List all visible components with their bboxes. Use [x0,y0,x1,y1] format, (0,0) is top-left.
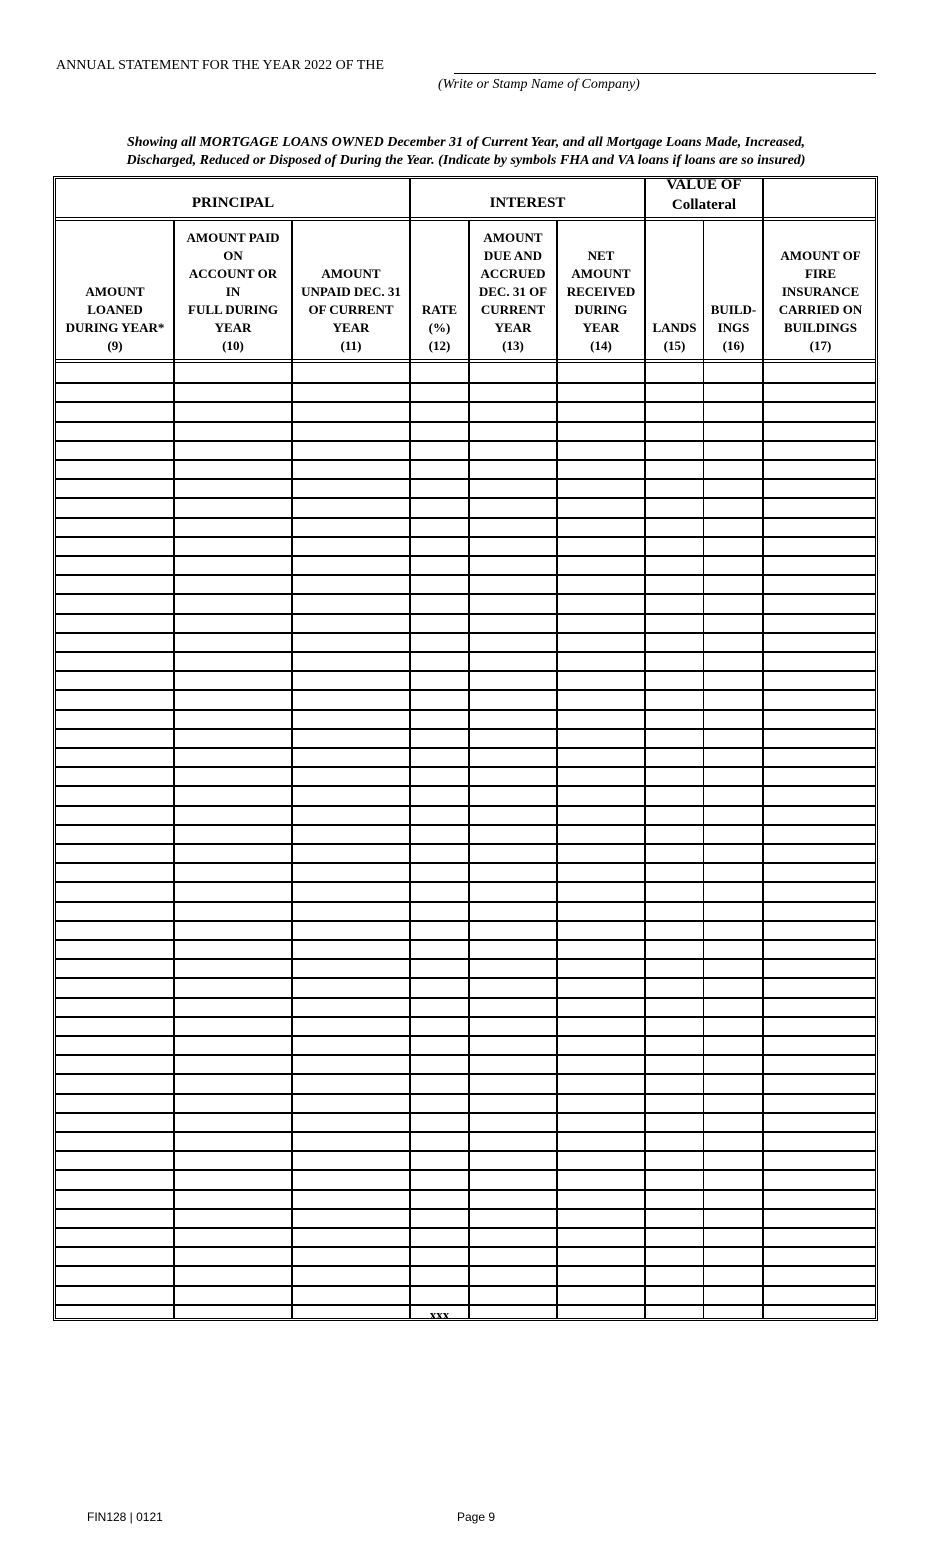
table-row[interactable] [56,536,878,555]
column-header-9-line: DURING YEAR* [65,320,165,335]
table-row[interactable] [56,670,878,689]
column-header-15-line: (15) [663,338,686,353]
column-header-10-line: ON [223,248,243,263]
column-header-13-line: (13) [502,338,524,353]
column-header-14-line: NET [587,248,615,263]
column-header-15 [645,223,704,355]
column-header-14-line: DURING [574,302,628,317]
column-header-9 [56,223,174,355]
table-row[interactable] [56,382,878,401]
table-row[interactable] [56,862,878,881]
column-header-10-line: YEAR [214,320,252,335]
caption-line-1: Showing all MORTGAGE LOANS OWNED December 31 of Current Year, and all Mortgage Loans Made, Increased, [126,135,806,150]
column-header-17 [763,223,878,355]
table-row[interactable] [56,440,878,459]
table-row[interactable] [56,555,878,574]
table-row[interactable] [56,478,878,497]
table-row[interactable] [56,401,878,420]
statement-header [56,58,876,75]
column-header-13-line: ACCRUED [480,266,546,281]
column-header-9-line: AMOUNT [85,284,145,299]
statement-title: ANNUAL STATEMENT FOR THE YEAR 2022 OF THE [56,58,385,73]
table-row[interactable] [56,843,878,862]
table-row[interactable] [56,1150,878,1169]
table-row[interactable] [56,1054,878,1073]
table-row[interactable] [56,1035,878,1054]
table-row[interactable] [56,632,878,651]
group-collateral: Collateral [671,197,737,213]
table-row[interactable] [56,1073,878,1092]
page-number: Page 9 [457,1510,496,1524]
group-value-of: VALUE OF [666,177,742,193]
table-row[interactable] [56,958,878,977]
table-row[interactable] [56,1265,878,1284]
table-row[interactable] [56,785,878,804]
table-row[interactable] [56,517,878,536]
table-row[interactable] [56,805,878,824]
group-separator-bottom [56,220,875,221]
table-row[interactable] [56,997,878,1016]
table-row[interactable] [56,593,878,612]
column-header-11-line: UNPAID DEC. 31 [301,284,401,299]
table-row[interactable] [56,651,878,670]
column-header-15-line: LANDS [652,320,697,335]
table-row[interactable] [56,747,878,766]
column-header-14-line: RECEIVED [566,284,636,299]
column-header-12-line: (%) [428,320,451,335]
column-header-17-line: FIRE [804,266,837,281]
company-name-hint: (Write or Stamp Name of Company) [438,77,640,92]
table-row[interactable] [56,1227,878,1246]
table-row[interactable] [56,1285,878,1304]
column-header-13-line: DEC. 31 OF [478,284,548,299]
table-row[interactable] [56,824,878,843]
table-row[interactable] [56,709,878,728]
column-header-13 [469,223,557,355]
column-header-11 [292,223,410,355]
column-header-16 [704,223,763,355]
column-header-13-line: DUE AND [483,248,543,263]
column-header-17-line: CARRIED ON [778,302,863,317]
column-header-14-line: AMOUNT [571,266,631,281]
table-row[interactable] [56,1112,878,1131]
table-row[interactable] [56,1016,878,1035]
column-header-11-line: YEAR [332,320,370,335]
table-row[interactable] [56,939,878,958]
table-row[interactable] [56,421,878,440]
column-header-14-line: (14) [590,338,612,353]
table-row[interactable] [56,574,878,593]
total-rate-marker: xxx [429,1307,450,1322]
column-header-17-line: BUILDINGS [784,320,857,335]
column-header-9-line: LOANED [87,302,143,317]
column-header-17-line: INSURANCE [781,284,860,299]
column-header-16-line: (16) [722,338,745,353]
mortgage-loans-table [53,176,878,1321]
table-row[interactable] [56,728,878,747]
table-row[interactable] [56,920,878,939]
column-header-16-line: BUILD- [710,302,757,317]
column-header-11-line: AMOUNT [321,266,381,281]
table-row[interactable] [56,881,878,900]
table-row[interactable] [56,459,878,478]
column-header-14-line: YEAR [582,320,620,335]
table-row[interactable] [56,1189,878,1208]
column-header-10 [174,223,292,355]
form-id: FIN128 | 0121 [87,1510,163,1524]
table-row[interactable] [56,613,878,632]
group-separator-top [56,217,875,218]
column-header-10-line: (10) [222,338,244,353]
group-interest: INTEREST [489,195,566,211]
column-header-17-line: (17) [809,338,832,353]
column-header-14 [557,223,645,355]
table-row[interactable] [56,1093,878,1112]
column-header-17-line: AMOUNT OF [780,248,861,263]
column-header-12 [410,223,469,355]
column-header-9-line: (9) [107,338,123,353]
column-header-13-line: CURRENT [480,302,546,317]
column-header-16-line: INGS [717,320,750,335]
column-header-11-line: (11) [340,338,362,353]
table-row[interactable] [56,901,878,920]
table-row[interactable] [56,689,878,708]
table-row[interactable] [56,766,878,785]
column-header-12-line: RATE [421,302,458,317]
table-row[interactable] [56,363,878,382]
caption-line-2: Discharged, Reduced or Disposed of During the Year. (Indicate by symbols FHA and VA loans if loans are so insured) [126,153,806,168]
table-row[interactable] [56,1246,878,1265]
column-header-10-line: IN [225,284,241,299]
column-header-10-line: FULL DURING [188,302,278,317]
group-principal: PRINCIPAL [191,195,275,211]
header-separator-top [56,359,875,360]
schedule-caption [56,134,876,170]
table-row[interactable] [56,1131,878,1150]
table-row[interactable] [56,1169,878,1188]
column-header-11-line: OF CURRENT [308,302,394,317]
column-header-13-line: AMOUNT [483,230,543,245]
column-header-10-line: ACCOUNT OR [188,266,278,281]
company-name-line[interactable] [454,58,876,74]
column-header-12-line: (12) [428,338,451,353]
table-row[interactable] [56,977,878,996]
column-header-10-line: AMOUNT PAID [186,230,280,245]
table-row[interactable] [56,497,878,516]
column-header-13-line: YEAR [494,320,532,335]
table-row[interactable] [56,1208,878,1227]
